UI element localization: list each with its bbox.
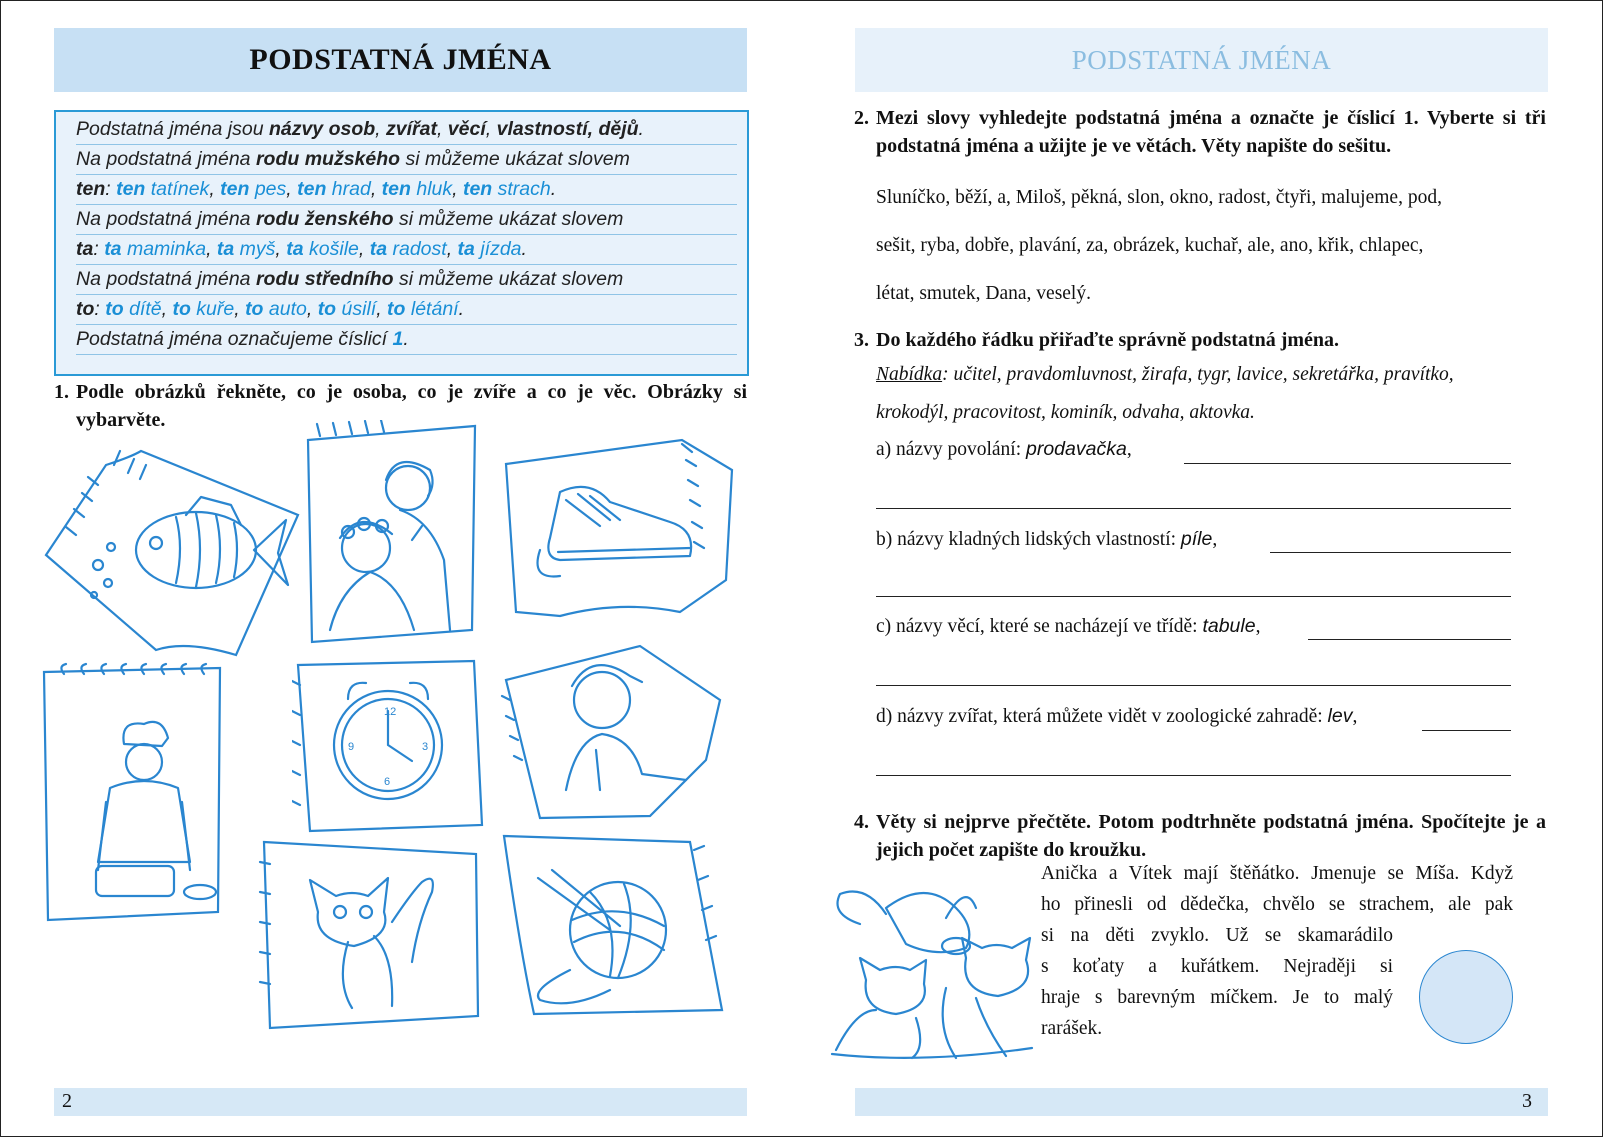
example-article: ta <box>216 238 235 260</box>
example-article: to <box>245 298 264 320</box>
rule-line-4: Na podstatná jména rodu ženského si můžeme ukázat slovem <box>76 204 737 235</box>
task-2-words <box>876 174 1556 318</box>
example-noun: dítě <box>129 298 162 320</box>
answer-line-c2[interactable] <box>876 685 1511 686</box>
example-separator: , <box>209 178 221 200</box>
example-separator: . <box>521 238 527 260</box>
task-3: 3. Do každého řádku přiřaďte správně podstatná jména. <box>854 329 1340 351</box>
rule-line-8: Podstatná jména označujeme číslicí 1. <box>76 324 737 355</box>
example-separator: . <box>458 298 464 320</box>
task-2-words-line-3: létat, smutek, Dana, veselý. <box>876 283 1091 304</box>
answer-line-a2[interactable] <box>876 508 1511 509</box>
example-separator: , <box>358 238 370 260</box>
rule-line-2: Na podstatná jména rodu mužského si můžeme ukázat slovem <box>76 144 737 175</box>
task-4-story-narrow <box>1041 920 1393 1044</box>
example-noun: úsilí <box>341 298 377 320</box>
example-separator: , <box>234 298 246 320</box>
fish-picture <box>36 445 301 660</box>
rule-line-masculine-examples: ten: ten tatínek, ten pes, ten hrad, ten hluk, ten strach. <box>76 174 737 205</box>
rule-line-6: Na podstatná jména rodu středního si můžeme ukázat slovem <box>76 264 737 295</box>
example-noun: košile <box>309 238 359 260</box>
page-number-right: 3 <box>1522 1090 1532 1112</box>
clock-digit-12: 12 <box>384 706 397 718</box>
left-page <box>0 0 800 1137</box>
answer-line-b1[interactable] <box>1270 552 1511 553</box>
sneaker-picture <box>500 430 745 625</box>
boy-picture <box>500 640 730 825</box>
hairdresser-picture <box>300 420 485 650</box>
example-article: ta <box>369 238 388 260</box>
example-noun: maminka <box>126 238 207 260</box>
task-2: 2. Mezi slovy vyhledejte podstatná jména a označte je číslicí 1. Vyberte si tři podstatná jména a užijte je ve větách. Věty napište do sešitu. <box>854 107 1546 157</box>
yarn-picture <box>500 830 730 1025</box>
example-noun: myš <box>239 238 276 260</box>
example-noun: hrad <box>331 178 371 200</box>
puppy-kittens-picture <box>826 868 1046 1068</box>
example-article: ten <box>297 178 327 200</box>
example-article: ta <box>104 238 122 260</box>
example-separator: , <box>306 298 318 320</box>
kitten-picture <box>256 832 486 1032</box>
story-line-1: Anička a Vítek mají štěňátko. Jmenuje se Míša. Když <box>1041 863 1513 884</box>
task-2-words-line-1: Sluníčko, běží, a, Miloš, pěkná, slon, okno, radost, čtyři, malujeme, pod, <box>876 187 1442 208</box>
answer-line-d2[interactable] <box>876 775 1511 776</box>
example-noun: strach <box>497 178 551 200</box>
story-line-4: s koťaty a kuřátkem. Nejraději si <box>1041 956 1393 977</box>
answer-line-d1[interactable] <box>1422 730 1511 731</box>
example-noun: pes <box>254 178 287 200</box>
chef-picture <box>40 662 225 924</box>
right-page-title: PODSTATNÁ JMÉNA <box>855 28 1548 92</box>
example-article: to <box>105 298 124 320</box>
clock-digit-9: 9 <box>348 741 355 753</box>
example-separator: , <box>275 238 287 260</box>
rule-box <box>54 110 749 376</box>
rule-line-1: Podstatná jména jsou názvy osob, zvířat, věcí, vlastností, dějů. <box>76 114 737 145</box>
task-2-words-line-2: sešit, ryba, dobře, plavání, za, obrázek, kuchař, ale, ano, křik, chlapec, <box>876 235 1424 256</box>
example-article: ten <box>220 178 250 200</box>
page-number-left: 2 <box>62 1090 72 1112</box>
example-noun: kuře <box>196 298 235 320</box>
example-separator: , <box>286 178 298 200</box>
example-separator: , <box>376 298 388 320</box>
example-noun: hluk <box>416 178 453 200</box>
example-article: to <box>317 298 337 320</box>
left-footer-bar <box>54 1088 747 1116</box>
example-separator: . <box>550 178 557 200</box>
task-3b-label: b) názvy kladných lidských vlastností: píle, <box>876 528 1218 550</box>
task-3-offer: Nabídka: učitel, pravdomluvnost, žirafa, tygr, lavice, sekretářka, pravítko, krokodýl, pracovitost, kominík, odvaha, aktovka. <box>876 364 1454 423</box>
story-line-5: hraje s barevným míčkem. Je to malý <box>1041 987 1393 1008</box>
alarm-clock-picture <box>292 655 492 835</box>
right-footer-bar <box>855 1088 1548 1116</box>
example-article: ta <box>286 238 304 260</box>
left-page-title: PODSTATNÁ JMÉNA <box>54 28 747 92</box>
task-4: 4. Věty si nejprve přečtěte. Potom podtrhněte podstatná jména. Spočítejte je a jejich počet zapište do kroužku. <box>854 811 1546 861</box>
story-line-3: si na děti zvyklo. Už se skamarádilo <box>1041 925 1393 946</box>
story-line-6: rarášek. <box>1041 1018 1103 1039</box>
example-article: to <box>172 298 191 320</box>
task-1: 1. Podle obrázků řekněte, co je osoba, co je zvíře a co je věc. Obrázky si vybarvěte. <box>54 381 747 431</box>
clock-digit-6: 6 <box>384 776 391 788</box>
answer-line-a1[interactable] <box>1184 463 1511 464</box>
clock-digit-3: 3 <box>422 741 429 753</box>
example-article: ten <box>381 178 411 200</box>
story-line-2: ho přinesli od dědečka, chvělo se strachem, ale pak <box>1041 894 1513 915</box>
example-article: to <box>387 298 406 320</box>
example-separator: , <box>452 178 463 200</box>
example-article: ten <box>462 178 493 200</box>
task-3c-label: c) názvy věcí, které se nacházejí ve třídě: tabule, <box>876 615 1261 637</box>
example-separator: , <box>370 178 382 200</box>
example-article: ten <box>116 178 146 200</box>
right-page <box>800 0 1603 1137</box>
example-noun: létání <box>410 298 459 320</box>
example-article: ta <box>457 238 475 260</box>
example-noun: radost <box>392 238 447 260</box>
rule-line-feminine-examples: ta: ta maminka, ta myš, ta košile, ta radost, ta jízda. <box>76 234 737 265</box>
answer-line-c1[interactable] <box>1308 639 1511 640</box>
example-separator: , <box>206 238 217 260</box>
task-3a-label: a) názvy povolání: prodavačka, <box>876 438 1132 460</box>
answer-line-b2[interactable] <box>876 596 1511 597</box>
example-noun: auto <box>268 298 307 320</box>
example-separator: , <box>446 238 458 260</box>
task-3d-label: d) názvy zvířat, která můžete vidět v zoologické zahradě: lev, <box>876 705 1358 727</box>
example-noun: tatínek <box>150 178 210 200</box>
rule-line-neuter-examples: to: to dítě, to kuře, to auto, to úsilí, to létání. <box>76 294 737 325</box>
answer-circle[interactable] <box>1419 950 1513 1044</box>
task-4-story-wide <box>1041 858 1513 920</box>
offer-label: Nabídka <box>876 364 943 385</box>
example-separator: , <box>161 298 173 320</box>
example-noun: jízda <box>480 238 522 260</box>
